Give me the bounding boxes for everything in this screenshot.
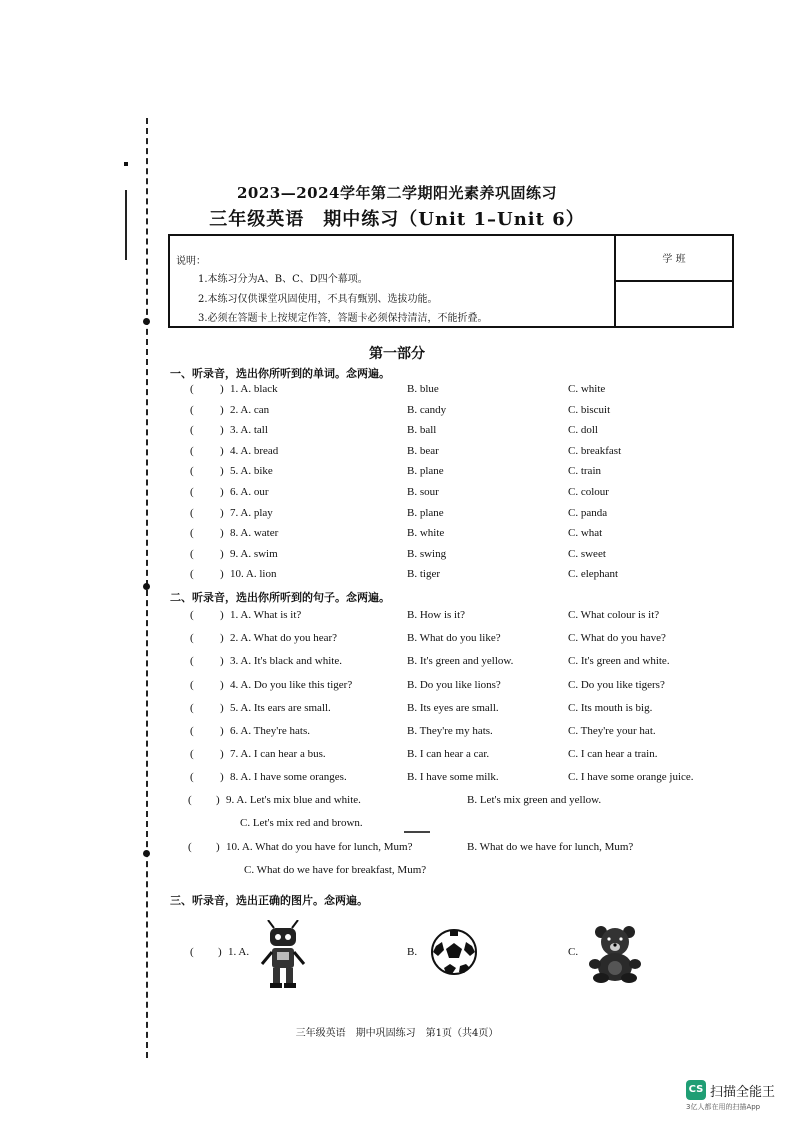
answer-paren-open[interactable]: ( xyxy=(190,609,194,621)
option-a: 6. A. They're hats. xyxy=(230,725,310,737)
instructions-panel xyxy=(170,236,616,326)
question-row xyxy=(0,465,794,483)
option-b: B. ball xyxy=(407,424,437,437)
question-row xyxy=(0,655,794,673)
option-b: B. swing xyxy=(407,547,447,560)
option-b: B. How is it? xyxy=(407,609,466,621)
option-a: 1. A. What is it? xyxy=(230,609,302,621)
option-a: 4. A. Do you like this tiger? xyxy=(230,678,353,691)
answer-paren-open: ( xyxy=(188,794,192,806)
option-b: B. I have some milk. xyxy=(407,771,499,784)
option-c: C. I have some orange juice. xyxy=(568,771,694,784)
option-a: 1. A. black xyxy=(230,383,278,395)
answer-paren-close: ) xyxy=(220,444,224,457)
instruction-line: 1.本练习分为A、B、C、D四个幕项。 xyxy=(198,274,368,285)
question-row xyxy=(0,725,794,743)
option-c: C. elephant xyxy=(568,568,619,581)
option-c: C. Its mouth is big. xyxy=(568,701,653,714)
question-row xyxy=(0,568,794,586)
answer-paren-close: ) xyxy=(220,609,224,621)
margin-mark xyxy=(124,162,128,166)
answer-paren-open[interactable]: ( xyxy=(190,632,194,645)
option-a: 2. A. can xyxy=(230,403,270,416)
option-a: 4. A. bread xyxy=(230,444,279,457)
option-b: B. What do we have for lunch, Mum? xyxy=(467,841,634,853)
option-a: 5. A. Its ears are small. xyxy=(230,701,331,714)
option-c: C. breakfast xyxy=(568,444,622,457)
answer-paren-open[interactable]: ( xyxy=(190,444,194,457)
answer-paren-close: ) xyxy=(220,383,224,395)
question-row xyxy=(0,507,794,525)
answer-paren-open[interactable]: ( xyxy=(190,383,194,395)
answer-paren-open[interactable]: ( xyxy=(190,701,194,714)
question-row xyxy=(0,841,794,859)
section2-heading: 二、听录音，选出你所听到的句子。念两遍。 xyxy=(170,591,390,604)
question-row xyxy=(0,632,794,650)
football-picture xyxy=(430,928,478,976)
option-b: B. plane xyxy=(407,506,444,519)
option-a: 3. A. tall xyxy=(230,424,268,437)
answer-paren-close: ) xyxy=(220,424,224,437)
question-row xyxy=(0,794,794,812)
answer-paren-close: ) xyxy=(220,568,224,581)
answer-paren-close: ) xyxy=(220,506,224,519)
answer-paren-open[interactable]: ( xyxy=(190,465,194,478)
instructions-heading: 说明： xyxy=(176,256,206,267)
question-row-cont xyxy=(0,864,794,882)
answer-paren-open: ( xyxy=(190,946,194,958)
option-b: B. plane xyxy=(407,465,444,478)
margin-dot xyxy=(143,318,150,325)
answer-paren-close: ) xyxy=(220,655,224,668)
option-c: C. white xyxy=(568,383,606,395)
option-c: C. biscuit xyxy=(568,403,611,416)
answer-paren-close: ) xyxy=(220,632,224,645)
option-b: B. I can hear a car. xyxy=(407,748,490,761)
answer-paren-close: ) xyxy=(216,794,220,806)
option-c: C. It's green and white. xyxy=(568,655,670,668)
brand-tagline: 3亿人都在用的扫描App xyxy=(686,1103,761,1111)
option-c: C. I can hear a train. xyxy=(568,748,658,761)
answer-paren-close: ) xyxy=(220,771,224,784)
answer-paren-close: ) xyxy=(220,465,224,478)
option-c: C. What colour is it? xyxy=(568,609,660,621)
answer-paren-open[interactable]: ( xyxy=(190,403,194,416)
question-row xyxy=(0,404,794,422)
answer-paren-open[interactable]: ( xyxy=(190,486,194,498)
section1-heading: 一、听录音，选出你所听到的单词。念两遍。 xyxy=(170,367,390,380)
class-label: 学 班 xyxy=(616,236,732,282)
camscanner-logo-icon: CS xyxy=(686,1080,706,1100)
brand-name: 扫描全能王 xyxy=(710,1085,776,1100)
answer-paren-close: ) xyxy=(220,748,224,761)
question-row xyxy=(0,679,794,697)
option-b: B. It's green and yellow. xyxy=(407,655,514,668)
answer-paren-open[interactable]: ( xyxy=(190,547,194,560)
option-c: C. colour xyxy=(568,486,609,498)
question-row xyxy=(0,383,794,401)
option-b: B. blue xyxy=(407,383,439,395)
option-b: B. sour xyxy=(407,486,439,498)
question-row-cont xyxy=(0,817,794,835)
option-b: B. What do you like? xyxy=(407,632,501,645)
answer-paren-close: ) xyxy=(220,547,224,560)
option-a: 5. A. bike xyxy=(230,465,273,478)
answer-paren-open[interactable]: ( xyxy=(190,771,194,784)
answer-paren-open[interactable]: ( xyxy=(190,424,194,437)
option-b: B. Its eyes are small. xyxy=(407,701,499,714)
answer-paren-open[interactable]: ( xyxy=(190,527,194,540)
option-a: 3. A. It's black and white. xyxy=(230,655,342,668)
option-c: C. What do we have for breakfast, Mum? xyxy=(244,864,427,876)
option-b: B. They're my hats. xyxy=(407,725,493,737)
question-row xyxy=(0,527,794,545)
robot-picture xyxy=(258,920,308,990)
option-b: B. tiger xyxy=(407,568,440,581)
option-b: B. Do you like lions? xyxy=(407,678,501,691)
picture-option-c-label: C. xyxy=(568,946,579,958)
answer-paren-close: ) xyxy=(220,527,224,540)
option-a: 10. A. What do you have for lunch, Mum? xyxy=(226,841,413,853)
answer-paren-close: ) xyxy=(220,403,224,416)
part-title: 第一部分 xyxy=(369,346,425,362)
class-write-area[interactable] xyxy=(616,282,732,326)
option-c: C. Do you like tigers? xyxy=(568,678,665,691)
class-box xyxy=(616,236,732,326)
option-b: B. bear xyxy=(407,444,439,457)
option-a: 7. A. play xyxy=(230,506,273,519)
answer-paren-close: ) xyxy=(220,486,224,498)
question-row xyxy=(0,486,794,504)
answer-paren-open[interactable]: ( xyxy=(190,678,194,691)
answer-paren-close: ) xyxy=(218,946,222,958)
exam-subtitle: 三年级英语 期中练习（Unit 1–Unit 6） xyxy=(209,209,585,230)
option-a: 2. A. What do you hear? xyxy=(230,632,338,645)
option-c: C. Let's mix red and brown. xyxy=(240,817,363,829)
instructions-box xyxy=(168,234,734,328)
option-c: C. doll xyxy=(568,424,598,437)
answer-paren-close: ) xyxy=(220,725,224,737)
option-a: 7. A. I can hear a bus. xyxy=(230,748,326,761)
instruction-line: 2.本练习仅供课堂巩固使用，不具有甄别、选拔功能。 xyxy=(198,294,438,305)
question-row xyxy=(0,548,794,566)
option-a: 6. A. our xyxy=(230,486,269,498)
question-row xyxy=(0,748,794,766)
question-row xyxy=(0,702,794,720)
option-c: C. They're your hat. xyxy=(568,725,656,737)
pen-mark xyxy=(404,831,430,833)
option-a: 9. A. swim xyxy=(230,547,278,560)
question-row xyxy=(0,424,794,442)
answer-paren-close: ) xyxy=(216,841,220,853)
exam-title: 2023—2024学年第二学期阳光素养巩固练习 xyxy=(237,184,557,202)
picture-option-b-label: B. xyxy=(407,946,418,958)
question-row xyxy=(0,609,794,627)
option-c: C. sweet xyxy=(568,547,606,560)
question-row xyxy=(0,445,794,463)
answer-paren-open[interactable]: ( xyxy=(190,748,194,761)
option-a: 8. A. I have some oranges. xyxy=(230,771,347,784)
option-b: B. Let's mix green and yellow. xyxy=(467,794,602,806)
question-row xyxy=(0,771,794,789)
option-a: 10. A. lion xyxy=(230,568,277,581)
picture-question-row xyxy=(0,946,794,964)
teddy-bear-picture xyxy=(588,924,642,984)
answer-paren-open: ( xyxy=(188,841,192,853)
option-c: C. what xyxy=(568,527,603,540)
answer-paren-close: ) xyxy=(220,701,224,714)
section3-heading: 三、听录音，选出正确的图片。念两遍。 xyxy=(170,894,368,907)
instruction-line: 3.必须在答题卡上按规定作答，答题卡必须保持清洁，不能折叠。 xyxy=(198,313,488,324)
answer-paren-open[interactable]: ( xyxy=(190,568,194,581)
page-footer: 三年级英语 期中巩固练习 第1页（共4页） xyxy=(295,1028,499,1039)
option-a: 9. A. Let's mix blue and white. xyxy=(226,794,361,806)
option-b: B. candy xyxy=(407,403,447,416)
answer-paren-open[interactable]: ( xyxy=(190,655,194,668)
option-a: 8. A. water xyxy=(230,527,279,540)
answer-paren-open[interactable]: ( xyxy=(190,725,194,737)
option-b: B. white xyxy=(407,527,445,540)
answer-paren-open[interactable]: ( xyxy=(190,506,194,519)
option-c: C. What do you have? xyxy=(568,632,666,645)
option-c: C. train xyxy=(568,465,601,478)
answer-paren-close: ) xyxy=(220,678,224,691)
picture-option-a-label: 1. A. xyxy=(228,946,250,958)
option-c: C. panda xyxy=(568,506,608,519)
